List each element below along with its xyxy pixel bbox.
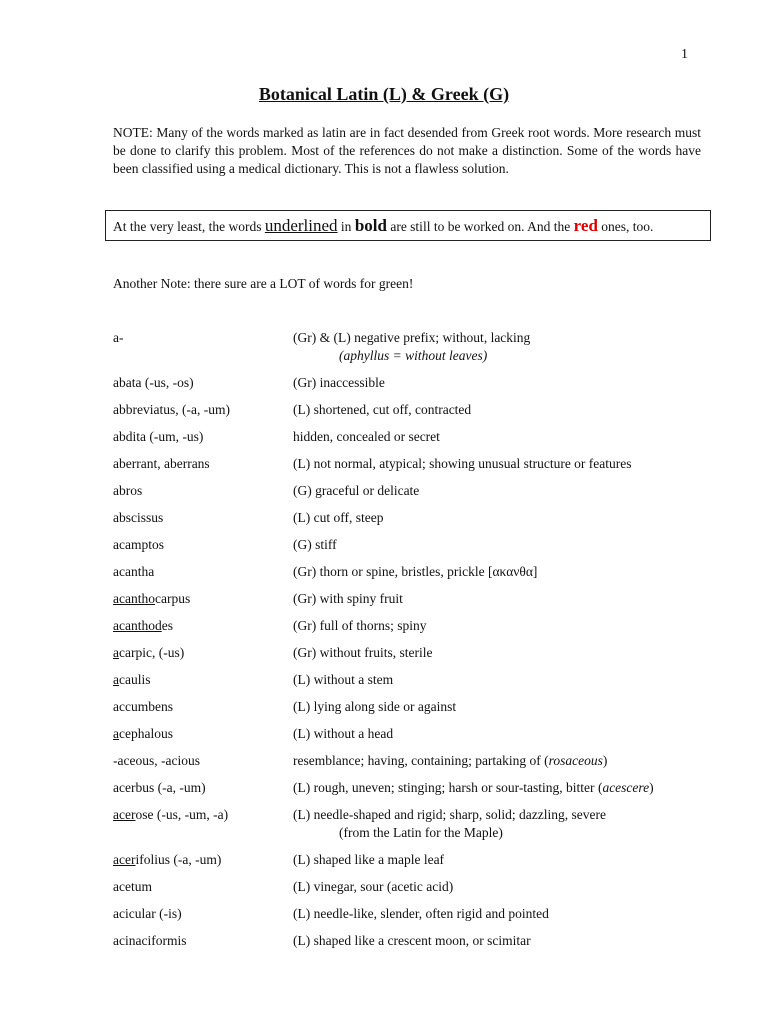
term-underlined-part: acantho — [113, 591, 155, 606]
entry-term: acamptos — [113, 537, 164, 552]
definition-text: resemblance; having, containing; partaking of — [293, 753, 545, 768]
definition-line — [293, 671, 713, 689]
entry-term — [113, 644, 293, 662]
entry-term: acantha — [113, 564, 155, 579]
glossary-entry — [113, 374, 713, 392]
term-underlined-part: acanthod — [113, 618, 162, 633]
term-rest: carpic, (-us) — [119, 645, 185, 660]
definition-line — [293, 401, 713, 419]
page-number: 1 — [681, 47, 688, 62]
entry-definition — [293, 725, 713, 743]
entry-definition — [293, 428, 713, 446]
definition-line — [293, 932, 713, 950]
glossary-entry — [113, 329, 713, 365]
definition-paren-open: ( — [597, 780, 603, 795]
definition-example: (aphyllus = without leaves) — [339, 348, 488, 363]
entry-definition — [293, 482, 713, 500]
definition-text: (Gr) without fruits, sterile — [293, 645, 433, 660]
term-underlined-part: a — [113, 726, 119, 741]
entry-definition — [293, 374, 713, 392]
notice-text: are still to be worked on. And the — [386, 219, 574, 234]
term-underlined-part: acer — [113, 807, 136, 822]
definition-text: (L) needle-like, slender, often rigid and pointed — [293, 906, 549, 921]
definition-text: (L) without a head — [293, 726, 394, 741]
definition-extra-line: (from the Latin for the Maple) — [339, 825, 503, 840]
term-rest: cephalous — [119, 726, 173, 741]
notice-underlined-word: underlined — [264, 216, 338, 235]
definition-example-word: acescere — [602, 780, 650, 795]
definition-line — [293, 698, 713, 716]
definition-line — [293, 752, 713, 770]
definition-text: (L) without a stem — [293, 672, 394, 687]
entry-definition — [293, 455, 713, 473]
document-title: Botanical Latin (L) & Greek (G) — [258, 84, 510, 104]
entry-term: a- — [113, 330, 124, 345]
entry-definition — [293, 752, 713, 770]
definition-text: (G) graceful or delicate — [293, 483, 420, 498]
notice-text: in — [337, 219, 355, 234]
entry-definition — [293, 509, 713, 527]
definition-line — [293, 644, 713, 662]
entry-definition — [293, 644, 713, 662]
definition-line — [293, 374, 713, 392]
entry-term — [113, 671, 293, 689]
definition-paren-close: ) — [649, 780, 654, 795]
entry-term: abata (-us, -os) — [113, 375, 194, 390]
entry-definition — [293, 932, 713, 950]
glossary-entry — [113, 401, 713, 419]
definition-text: hidden, concealed or secret — [293, 429, 440, 444]
term-rest: caulis — [119, 672, 151, 687]
definition-text: (G) stiff — [293, 537, 337, 552]
entry-term: abbreviatus, (-a, -um) — [113, 402, 230, 417]
entry-term: accumbens — [113, 699, 173, 714]
entry-definition — [293, 698, 713, 716]
notice-bold-word: bold — [354, 216, 387, 235]
glossary-entry — [113, 428, 713, 446]
glossary-entry — [113, 671, 713, 689]
entry-definition — [293, 617, 713, 635]
term-rest: es — [161, 618, 173, 633]
glossary-entry — [113, 851, 713, 869]
entry-definition — [293, 329, 713, 365]
entry-term: acinaciformis — [113, 933, 187, 948]
definition-line — [293, 878, 713, 896]
definition-text: (L) not normal, atypical; showing unusual structure or features — [293, 456, 632, 471]
glossary-entry — [113, 932, 713, 950]
definition-text: (L) shortened, cut off, contracted — [293, 402, 472, 417]
glossary-entry — [113, 779, 713, 797]
term-underlined-part: a — [113, 645, 119, 660]
definition-text: (L) shaped like a maple leaf — [293, 852, 445, 867]
definition-text: (Gr) & (L) negative prefix; without, lacking — [293, 330, 531, 345]
definition-line — [293, 779, 713, 797]
entry-term: acerbus (-a, -um) — [113, 780, 206, 795]
entry-term: abscissus — [113, 510, 164, 525]
definition-line — [293, 509, 713, 527]
entry-term: abdita (-um, -us) — [113, 429, 204, 444]
definition-line — [293, 329, 713, 347]
definition-paren-close: ) — [602, 753, 608, 768]
entry-definition — [293, 878, 713, 896]
notice-text: At the very least, the words — [113, 219, 265, 234]
definition-text: (L) lying along side or against — [293, 699, 457, 714]
entry-term: -aceous, -acious — [113, 753, 200, 768]
glossary-entry — [113, 644, 713, 662]
glossary-entry — [113, 752, 713, 770]
definition-line — [293, 617, 713, 635]
entry-definition — [293, 905, 713, 923]
definition-paren-open: ( — [544, 753, 549, 768]
entry-term — [113, 806, 293, 842]
definition-line — [293, 536, 713, 554]
glossary-entry — [113, 590, 713, 608]
glossary-list — [113, 329, 713, 959]
entry-term: abros — [113, 483, 143, 498]
entry-term — [113, 617, 293, 635]
definition-text: (Gr) with spiny fruit — [293, 591, 403, 606]
glossary-entry — [113, 617, 713, 635]
glossary-entry — [113, 698, 713, 716]
definition-text: (Gr) inaccessible — [293, 375, 385, 390]
definition-text: (Gr) thorn or spine, bristles, prickle [ακανθα] — [293, 564, 538, 579]
entry-definition — [293, 563, 713, 581]
definition-line — [293, 563, 713, 581]
definition-example-word: rosaceous — [548, 753, 603, 768]
notice-text: ones, too. — [597, 219, 654, 234]
definition-line — [293, 806, 713, 824]
entry-term — [113, 851, 293, 869]
entry-term: acetum — [113, 879, 152, 894]
definition-text: (L) vinegar, sour (acetic acid) — [293, 879, 454, 894]
glossary-entry — [113, 455, 713, 473]
term-underlined-part: acer — [113, 852, 136, 867]
glossary-entry — [113, 806, 713, 842]
intro-note: NOTE: Many of the words marked as latin are in fact desended from Greek root words. More research must be done to clarify this problem. Most of the references do not make a distinction. Some of the words have been classified using a medical dictionary. This is not a flawless solution. — [113, 125, 701, 176]
entry-term — [113, 590, 293, 608]
definition-line — [293, 590, 713, 608]
definition-text: (Gr) full of thorns; spiny — [293, 618, 427, 633]
second-note: Another Note: there sure are a LOT of words for green! — [113, 276, 414, 291]
entry-term: aberrant, aberrans — [113, 456, 210, 471]
definition-line — [293, 905, 713, 923]
term-rest: ifolius (-a, -um) — [135, 852, 222, 867]
glossary-entry — [113, 905, 713, 923]
glossary-entry — [113, 509, 713, 527]
definition-text: (L) cut off, steep — [293, 510, 384, 525]
definition-line — [293, 482, 713, 500]
entry-definition — [293, 590, 713, 608]
glossary-entry — [113, 878, 713, 896]
definition-line — [293, 428, 713, 446]
glossary-entry — [113, 725, 713, 743]
entry-definition — [293, 851, 713, 869]
term-rest: ose (-us, -um, -a) — [135, 807, 229, 822]
work-in-progress-notice — [105, 210, 711, 241]
entry-definition — [293, 671, 713, 689]
glossary-entry — [113, 482, 713, 500]
notice-red-word: red — [573, 216, 598, 235]
term-rest: carpus — [154, 591, 191, 606]
term-underlined-part: a — [113, 672, 119, 687]
entry-definition — [293, 401, 713, 419]
definition-line — [293, 725, 713, 743]
definition-line — [293, 455, 713, 473]
entry-definition — [293, 536, 713, 554]
entry-term — [113, 725, 293, 743]
entry-definition — [293, 779, 713, 797]
definition-line — [293, 851, 713, 869]
definition-text: (L) shaped like a crescent moon, or scimitar — [293, 933, 531, 948]
glossary-entry — [113, 563, 713, 581]
glossary-entry — [113, 536, 713, 554]
definition-text: (L) needle-shaped and rigid; sharp, solid; dazzling, severe — [293, 807, 607, 822]
definition-text: (L) rough, uneven; stinging; harsh or sour-tasting, bitter — [293, 780, 598, 795]
entry-definition — [293, 806, 713, 842]
entry-term: acicular (-is) — [113, 906, 182, 921]
